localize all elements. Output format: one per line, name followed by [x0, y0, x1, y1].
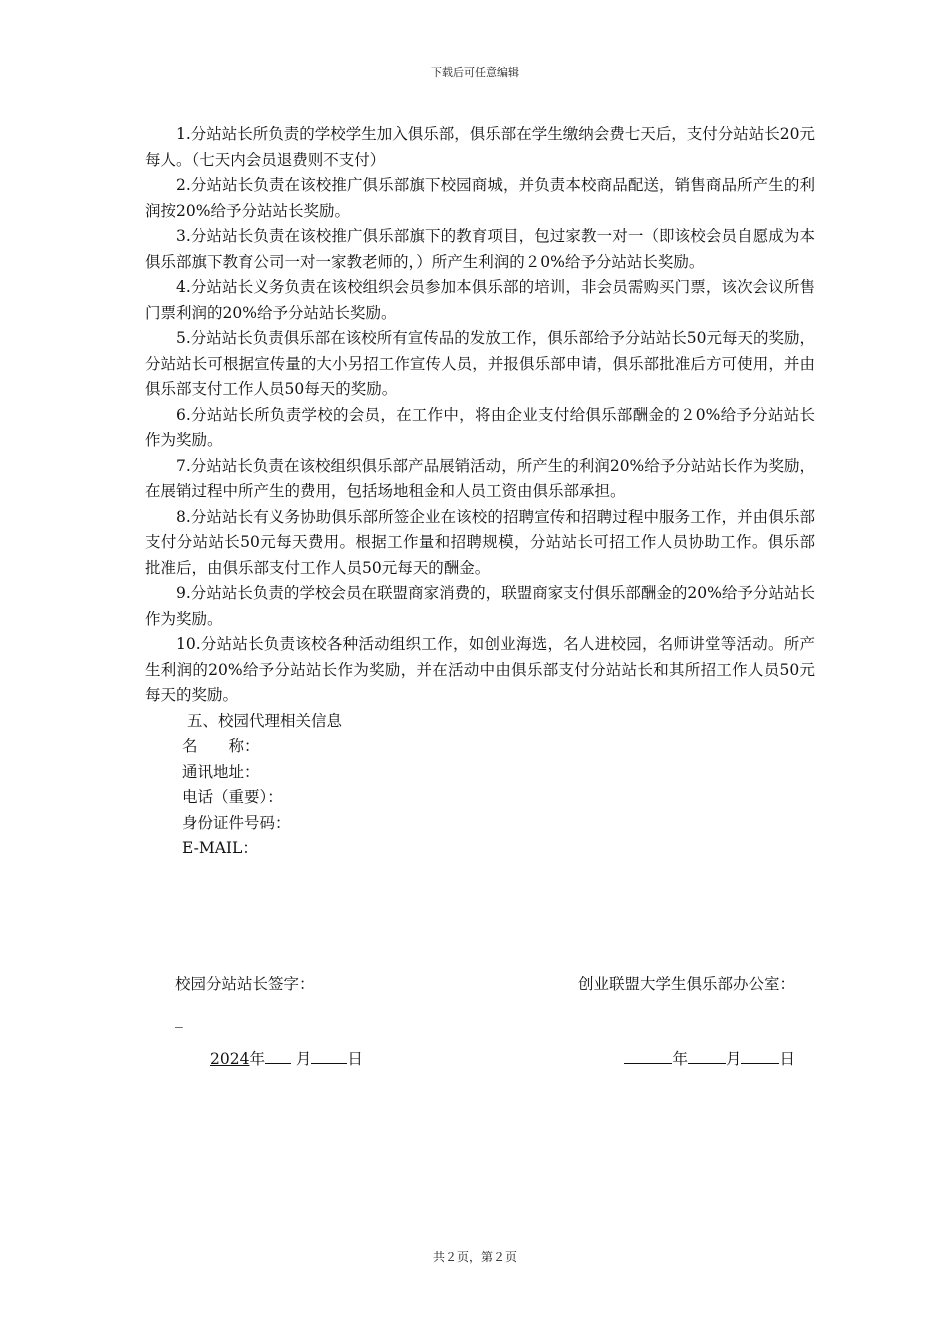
list-item: 2.分站站长负责在该校推广俱乐部旗下校园商城，并负责本校商品配送，销售商品所产生的利润按20%给予分站站长奖励。 — [145, 176, 815, 220]
section-title: 五、校园代理相关信息 — [187, 711, 343, 730]
page-header: 下载后可任意编辑 — [431, 66, 519, 79]
list-item: 1.分站站长所负责的学校学生加入俱乐部，俱乐部在学生缴纳会费七天后，支付分站站长20元每人。（七天内会员退费则不支付） — [145, 125, 816, 169]
list-item: 6.分站站长所负责学校的会员，在工作中，将由企业支付给俱乐部酬金的２0%给予分站站长作为奖励。 — [145, 405, 815, 449]
page-footer: 共２页，第２页 — [432, 1250, 517, 1264]
date-left: 2024年 月 日 — [210, 1046, 363, 1069]
list-item: 10.分站站长负责该校各种活动组织工作，如创业海选，名人进校园，名师讲堂等活动。所产生利润的20%给予分站站长作为奖励，并在活动中由俱乐部支付分站站长和其所招工作人员50元每天的奖励。 — [145, 635, 815, 704]
list-item: 7.分站站长负责在该校组织俱乐部产品展销活动，所产生的利润20%给予分站站长作为奖励，在展销过程中所产生的费用，包括场地租金和人员工资由俱乐部承担。 — [145, 456, 815, 500]
month-blank — [688, 1046, 726, 1064]
field-name: 名 称： — [182, 737, 260, 755]
list-item: 9.分站站长负责的学校会员在联盟商家消费的，联盟商家支付俱乐部酬金的20%给予分站站长作为奖励。 — [145, 584, 815, 628]
list-item: 4.分站站长义务负责在该校组织会员参加本俱乐部的培训，非会员需购买门票，该次会议所售门票利润的20%给予分站站长奖励。 — [145, 278, 815, 322]
day-blank — [311, 1046, 347, 1064]
year-blank — [624, 1046, 672, 1064]
field-id-number: 身份证件号码： — [182, 813, 291, 832]
field-address: 通讯地址： — [182, 762, 260, 781]
date-right: 年 月 日 — [624, 1046, 795, 1069]
list-item: 8.分站站长有义务协助俱乐部所签企业在该校的招聘宣传和招聘过程中服务工作，并由俱乐部支付分站站长50元每天费用。根据工作量和招聘规模，分站站长可招工作人员协助工作。俱乐部批准后，由俱乐部支付工作人员50元每天的酬金。 — [145, 507, 815, 577]
date-year: 2024 — [210, 1050, 250, 1068]
list-item: 5.分站站长负责俱乐部在该校所有宣传品的发放工作，俱乐部给予分站站长50元每天的奖励，分站站长可根据宣传量的大小另招工作宣传人员，并报俱乐部申请，俱乐部批准后方可使用，并由俱乐部支付工作人员50每天的奖励。 — [145, 329, 816, 398]
field-email: E-MAIL： — [182, 839, 258, 857]
list-item: 3.分站站长负责在该校推广俱乐部旗下的教育项目，包过家教一对一（即该校会员自愿成为本俱乐部旗下教育公司一对一家教老师的，）所产生利润的２0%给予分站站长奖励。 — [145, 227, 815, 271]
signature-dash: _ — [175, 1010, 183, 1028]
field-phone: 电话（重要）： — [182, 788, 283, 806]
signature-label-right: 创业联盟大学生俱乐部办公室： — [577, 975, 795, 993]
document-body — [145, 122, 815, 862]
day-blank — [741, 1046, 779, 1064]
month-blank — [265, 1046, 291, 1064]
signature-label-left: 校园分站站长签字： — [175, 975, 315, 993]
